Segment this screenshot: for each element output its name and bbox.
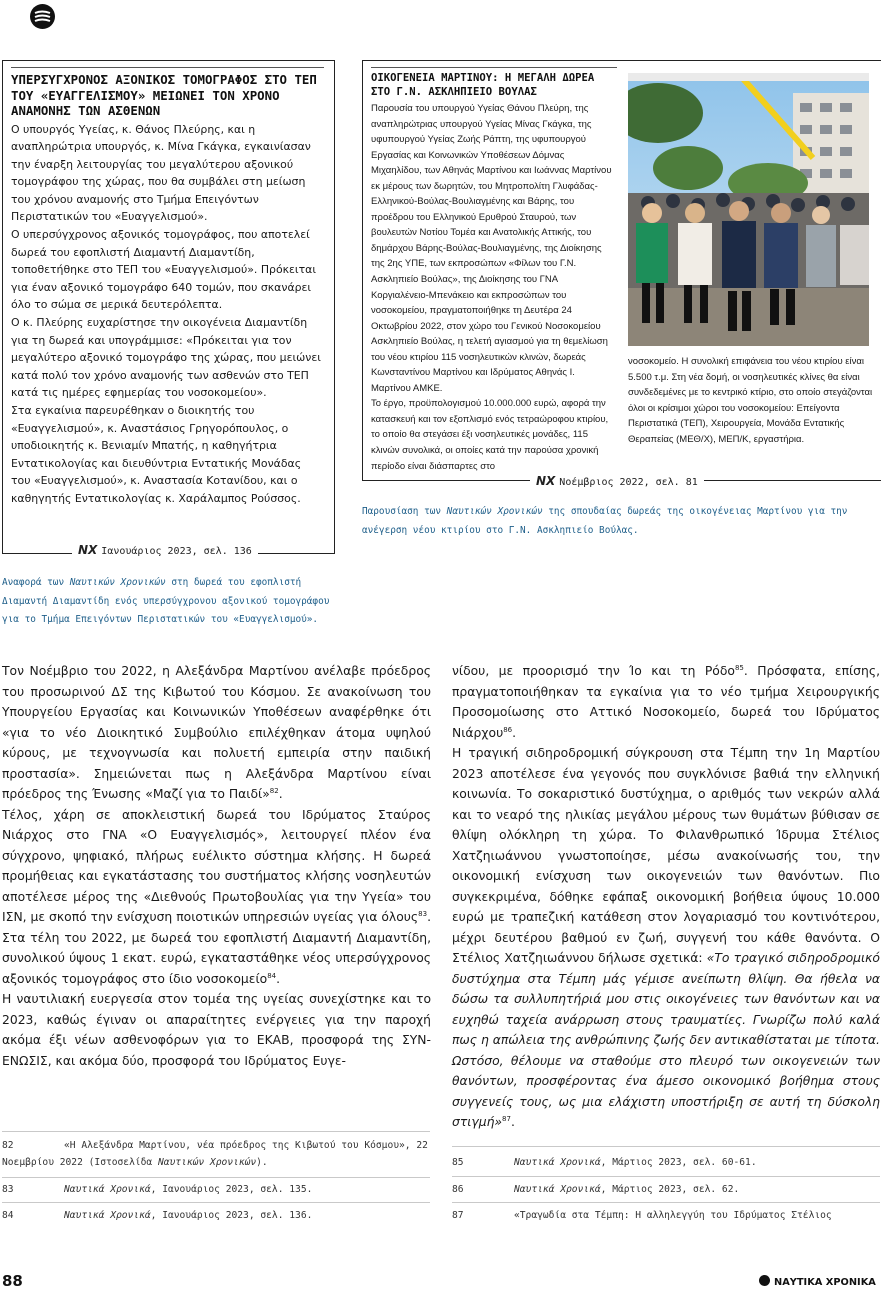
- footnote-divider: [2, 1131, 430, 1132]
- caption-ct-scanner: [2, 574, 342, 630]
- clipping-body: [11, 121, 324, 508]
- quote-text: «Το τραγικό σιδηροδρομικό δυστύχημα στα Τέμπη μάς γέμισε ανείπωτη θλίψη. Θα ήθελα να δώσω τα συλλυπητήριά μου στις οικογένειες των θανόντων και να ευχηθώ ταχεία ανάρρωση στους τραυματίες. Γνωρίζω πολύ καλά πως η απώλεια της ανθρώπινης ζωής δεν αντικαθίσταται με τίποτα. Ωστόσο, θέλουμε να σταθούμε στο πλευρό των οικογενειών των θανόντων, προσφέροντας ένα άμεσο οικονομικό βοήθημα στους συγγενείς τους, ως μια ελάχιστη υποστήριξη σε αυτή τη δύσκολη στιγμή»: [452, 951, 880, 1129]
- clipping-paragraph: Ο κ. Πλεύρης ευχαρίστησε την οικογένεια Διαμαντίδη για τη δωρεά και υπογράμμισε: «Πρόκειται για τον μεγαλύτερο αξονικό τομογράφο της χώρας, που μειώνει κατά πολύ τον χρόνο αναμονής των ασθενών στο ΤΕΠ κατά τις ημέρες εφημερίας του νοσοκομείου».: [11, 316, 321, 400]
- clipping-source: [72, 543, 258, 557]
- paragraph-text: .: [510, 1115, 515, 1129]
- footnote-text: , Μάρτιος 2023, σελ. 60-61.: [600, 1157, 757, 1168]
- footnote: [452, 1181, 881, 1198]
- paragraph-text: . Πρόσφατα, επίσης, πραγματοποιήθηκαν τα εγκαίνια για το νέο τμήμα Χειρουργικής Προσομοίωσης στο Αττικό Νοσοκομείο, δωρεά του Ιδρύματος Νιάρχου: [452, 664, 881, 740]
- magazine-logo-icon: [30, 4, 55, 29]
- footnote-italic: Ναυτικά Χρονικά: [514, 1157, 601, 1168]
- caption-text: της σπουδαίας δωρεάς της οικογένειας Μαρτίνου για την ανέγερση νέου κτιρίου στο Γ.Ν. Ασκληπιείο Βούλας.: [362, 506, 848, 536]
- clipping-paragraph: Ο υπουργός Υγείας, κ. Θάνος Πλεύρης, και η αναπληρώτρια υπουργός, κ. Μίνα Γκάγκα, εγκαινίασαν την έναρξη λειτουργίας του μεγαλύτερου αξονικού τομογράφου της χώρας, που θα συμβάλει στη μείωση του χρόνου αναμονής στο Τμήμα Επειγόντων Περιστατικών του «Ευαγγελισμού».: [11, 122, 311, 224]
- paragraph-text: .: [512, 725, 517, 740]
- nx-mark: NX: [536, 474, 556, 488]
- footnote: [2, 1207, 432, 1224]
- footnote-italic: Ναυτικά Χρονικά: [64, 1210, 151, 1221]
- footnote-divider: [2, 1177, 430, 1178]
- article-paragraph: Η ναυτιλιακή ευεργεσία στον τομέα της υγείας συνεχίστηκε και το 2023, καθώς έγιναν οι απαραίτητες ενέργειες για την παροχή ακόμα έξι νέων ασθενοφόρων για το ΕΚΑΒ, προσφορά της ΣΥΝ-ΕΝΩΣΙΣ, και ακόμα δύο, προσφορά του Ιδρύματος Ευγε-: [2, 992, 431, 1068]
- footnote: [452, 1154, 881, 1171]
- footnote-number: 85: [452, 1157, 464, 1168]
- clipping-paragraph: Ο υπερσύγχρονος αξονικός τομογράφος, που αποτελεί δωρεά του εφοπλιστή Διαμαντή Διαμαντίδη, τοποθετήθηκε στο ΤΕΠ του «Ευαγγελισμού». Πρόκειται για έναν αξονικό τομογράφο 640 τομών, που σκανάρει όλο το σώμα σε μερικά δευτερόλεπτα.: [11, 228, 317, 312]
- footnote-number: 84: [2, 1210, 14, 1221]
- paragraph-text: .: [278, 787, 283, 801]
- brand-logo-icon: [759, 1275, 770, 1286]
- footnote-ref[interactable]: 83: [418, 909, 428, 918]
- article-column-left: [2, 661, 431, 1071]
- article-column-right: [452, 661, 880, 1133]
- footnote-ref[interactable]: 87: [502, 1114, 511, 1123]
- footnote-italic: Ναυτικών Χρονικών: [157, 1157, 257, 1168]
- source-date: Ιανουάριος 2023, σελ. 136: [101, 546, 252, 557]
- clipping-martinou-donation: [362, 60, 881, 481]
- caption-text: στη δωρεά του εφοπλιστή Διαμαντή Διαμαντίδη ενός υπερσύγχρονου αξονικού τομογράφου για το Τμήμα Επειγόντων Περιστατικών του «Ευαγγελισμού».: [2, 577, 330, 625]
- article-paragraph: [2, 661, 431, 805]
- footnote-number: 82: [2, 1140, 14, 1151]
- article-paragraph: [452, 743, 880, 1133]
- footnote-text: «Τραγωδία στα Τέμπη: Η αλληλεγγύη του Ιδρύματος Στέλιος: [514, 1210, 832, 1221]
- footnote: [2, 1137, 432, 1171]
- clipping-title: ΥΠΕΡΣΥΓΧΡΟΝΟΣ ΑΞΟΝΙΚΟΣ ΤΟΜΟΓΡΑΦΟΣ ΣΤΟ ΤΕΠ ΤΟΥ «ΕΥΑΓΓΕΛΙΣΜΟΥ» ΜΕΙΩΝΕΙ ΤΟΝ ΧΡΟΝΟ ΑΝΑΜΟΝΗΣ ΤΩΝ ΑΣΘΕΝΩΝ: [11, 72, 317, 118]
- footnote: [452, 1207, 881, 1224]
- footnote-number: 83: [2, 1184, 14, 1195]
- source-date: Νοέμβριος 2022, σελ. 81: [559, 477, 698, 488]
- footnote-number: 86: [452, 1184, 464, 1195]
- caption-martinou-donation: [362, 503, 881, 540]
- footnote-ref[interactable]: 85: [734, 663, 744, 672]
- footnote-italic: Ναυτικά Χρονικά: [64, 1184, 151, 1195]
- clipping-paragraph: Το έργο, προϋπολογισμού 10.000.000 ευρώ, αφορά την κατασκευή και τον εξοπλισμό ενός τετραώροφου κτιρίου, το οποίο θα στεγάσει έξι νοσηλευτικές μονάδες, 115 κλινών συνολικά, οι οποίες κατά την παρούσα χρονική περίοδο είναι διάσπαρτες στο: [371, 398, 609, 472]
- footnote-divider: [2, 1202, 430, 1203]
- paragraph-text: Τον Νοέμβριο του 2022, η Αλεξάνδρα Μαρτίνου ανέλαβε πρόεδρος του προσωρινού ΔΣ της Κιβωτού του Κόσμου. Σε ανακοίνωση του Υπουργείου Εργασίας και Κοινωνικών Υποθέσεων αναφέρθηκε ότι «για το νέο Διοικητικό Συμβούλιο επιλέχθηκαν άτομα υψηλού κύρους, με τεχνογνωσία και πολυετή εμπειρία στην παιδική προστασία». Σημειώνεται πως η Αλεξάνδρα Μαρτίνου είναι πρόεδρος της Ένωσης «Μαζί για το Παιδί»: [2, 664, 431, 801]
- brand-name: ΝΑΥΤΙΚΑ ΧΡΟΝΙΚΑ: [774, 1277, 876, 1288]
- caption-text: Παρουσίαση των: [362, 506, 447, 517]
- footnote-text: , Μάρτιος 2023, σελ. 62.: [600, 1184, 740, 1195]
- footnote-ref[interactable]: 82: [269, 786, 279, 795]
- footnote-text: , Ιανουάριος 2023, σελ. 136.: [150, 1210, 313, 1221]
- footnote-italic: Ναυτικά Χρονικά: [514, 1184, 601, 1195]
- footnote-text: «Η Αλεξάνδρα Μαρτίνου, νέα πρόεδρος της Κιβωτού του Κόσμου», 22 Νοεμβρίου 2022 (Ιστοσελίδα: [2, 1140, 428, 1168]
- article-paragraph: [2, 805, 431, 990]
- page-number: 88: [2, 1272, 23, 1290]
- brand-footer: [759, 1275, 876, 1288]
- footnote-number: 87: [452, 1210, 464, 1221]
- footnote-ref[interactable]: 84: [267, 971, 277, 980]
- clipping-body: [371, 101, 617, 474]
- footnote-divider: [452, 1202, 880, 1203]
- clipping-left-column: [371, 67, 617, 474]
- article-paragraph: [452, 661, 880, 743]
- paragraph-text: νίδου, με προορισμό την Ίο και τη Ρόδο: [452, 664, 735, 678]
- clipping-ct-scanner: [2, 60, 335, 554]
- caption-italic: Ναυτικών Χρονικών: [69, 577, 166, 588]
- footnote-text: , Ιανουάριος 2023, σελ. 135.: [150, 1184, 313, 1195]
- clipping-paragraph: Στα εγκαίνια παρευρέθηκαν ο διοικητής του «Ευαγγελισμού», κ. Αναστάσιος Γρηγορόπουλος, ο υποδιοικητής κ. Βενιαμίν Μπατής, η καθηγήτρια Εντατικολογίας και διευθύντρια Εντατικής Μονάδας του «Ευαγγελισμού», κ. Αναστασία Κοτανίδου, και ο καθηγητής Εντατικολογίας κ. Χαράλαμπος Ρούσσος.: [11, 404, 302, 505]
- footnote: [2, 1181, 432, 1198]
- footnote-divider: [452, 1176, 880, 1177]
- caption-italic: Ναυτικών Χρονικών: [446, 506, 543, 517]
- paragraph-text: . Στα τέλη του 2022, με δωρεά του εφοπλιστή Διαμαντή Διαμαντίδη, συνολικού ύψους 1 εκατ. ευρώ, εγκαταστάθηκε νέος υπερσύγχρονος αξονικός τομογράφος στο ίδιο νοσοκομείο: [2, 910, 431, 986]
- paragraph-text: Τέλος, χάρη σε αποκλειστική δωρεά του Ιδρύματος Σταύρος Νιάρχος στο ΓΝΑ «Ο Ευαγγελισμός», λειτουργεί πλέον ένα σύγχρονο, ψηφιακό, πλήρως ευέλικτο σύστημα κλήσης. Η δωρεά προμήθειας και εγκατάστασης του συστήματος κλήσης νοσηλευτών αποτέλεσε μέρος της «Διεθνούς Πρωτοβουλίας για την Υγεία» του ΙΣΝ, με σκοπό την ενίσχυση ποιοτικών υπηρεσιών υγείας για όλους: [2, 807, 431, 924]
- clipping-paragraph: Παρουσία του υπουργού Υγείας Θάνου Πλεύρη, της αναπληρώτριας υπουργού Υγείας Μίνας Γκάγκα, της υφυπουργού Υγείας Ζωής Ράπτη, της υφυπουργού Εργασίας και Κοινωνικών Υποθέσεων Δόμνας Μιχαηλίδου, των Αθηνάς Μαρτίνου και Ιωάννας Μαρτίνου εκ μέρους των δωρητών, του Μητροπολίτη Γλυφάδας-Ελληνικού-Βούλας-Βουλιαγμένης και Βάρης, του προέδρου του Ελληνικού Ερυθρού Σταυρού, των βουλευτών Νοτίου Τομέα και Ανατολικής Αττικής, του δημάρχου Βάρης-Βούλας-Βουλιαγμένης, της Διοίκησης της 2ης ΥΠΕ, των εκπροσώπων «Φίλων του Γ.Ν. Ασκληπιείο Βούλας», της Διοίκησης του ΓΝΑ Κοργιαλένειο-Μπενάκειο και εκπροσώπων του νοσοκομείου, πραγματοποιήθηκε τη Δευτέρα 24 Οκτωβρίου 2022, στον χώρο του Γενικού Νοσοκομείου Ασκληπιείο Βούλας, η τελετή αγιασμού για τη θεμελίωση του νέου κτιρίου 115 νοσηλευτικών κλινών, δωρεάς Κωνσταντίνου Μαρτίνου και Ιδρύματος Αθηνάς Ι. Μαρτίνου ΑΜΚΕ.: [371, 103, 612, 394]
- ceremony-photo: [628, 73, 869, 346]
- clipping-source: [530, 474, 704, 488]
- clipping-title: ΟΙΚΟΓΕΝΕΙΑ ΜΑΡΤΙΝΟΥ: Η ΜΕΓΑΛΗ ΔΩΡΕΑ ΣΤΟ Γ.Ν. ΑΣΚΛΗΠΙΕΙΟ ΒΟΥΛΑΣ: [371, 72, 595, 98]
- paragraph-text: .: [276, 971, 281, 986]
- clipping-right-column: νοσοκομείο. Η συνολική επιφάνεια του νέου κτιρίου είναι 5.500 τ.μ. Στη νέα δομή, οι νοσηλευτικές κλίνες θα είναι συνδεδεμένες με το κεντρικό κτίριο, στο οποίο στεγάζονται όλοι οι κρίσιμοι χώροι του νοσοκομείου: Επείγοντα Περιστατικά (ΤΕΠ), Χειρουργεία, Μονάδα Εντατικής Θεραπείας (ΜΕΘ/Χ), ΜΕΠ/Κ, εργαστήρια.: [628, 356, 873, 445]
- caption-text: Αναφορά των: [2, 577, 70, 588]
- paragraph-text: Η τραγική σιδηροδρομική σύγκρουση στα Τέμπη την 1η Μαρτίου 2023 αποτέλεσε ένα γεγονός που συγκλόνισε βαθιά την ελληνική κοινωνία. Το σοκαριστικό δυστύχημα, ο αριθμός των νεκρών αλλά και το νεαρό της ηλικίας μεγάλου μέρους των θυμάτων βύθισαν σε θλίψη ολόκληρη τη χώρα. Το Φιλανθρωπικό Ίδρυμα Στέλιος Χατζηιωάννου γνωστοποίησε, μέσω ανακοίνωσής του, την οικονομική ενίσχυση των οικογενειών των θανόντων. Πιο συγκεκριμένα, δόθηκε εφάπαξ οικονομική βοήθεια ύψους 10.000 ευρώ με τραπεζική κατάθεση στον λογαριασμό του κοντινότερου, μέχρι δευτέρου βαθμού εν ζωή, συγγενή του κάθε θανόντα. Ο Στέλιος Χατζηιωάννου δήλωσε σχετικά:: [452, 746, 880, 965]
- footnote-text: ).: [256, 1157, 268, 1168]
- footnote-divider: [452, 1146, 880, 1147]
- nx-mark: NX: [78, 543, 98, 557]
- footnote-ref[interactable]: 86: [503, 725, 513, 734]
